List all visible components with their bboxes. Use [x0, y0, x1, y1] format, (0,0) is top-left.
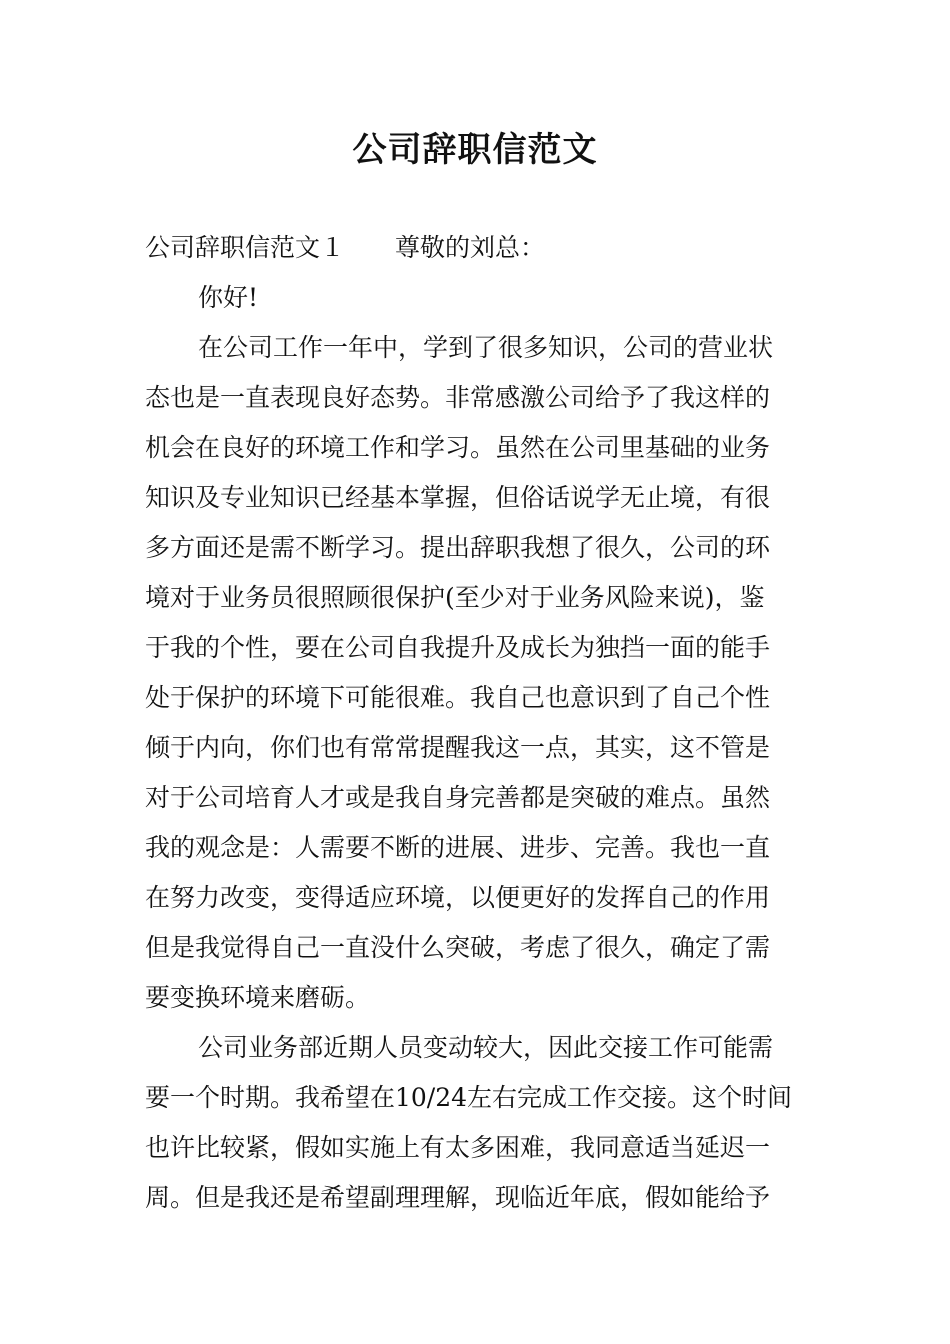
paragraph-line: 倾于内向，你们也有常常提醒我这一点，其实，这不管是: [145, 733, 771, 762]
paragraph-line: 要变换环境来磨砺。: [145, 983, 371, 1012]
paragraph-line: 要一个时期。我希望在10/24左右完成工作交接。这个时间: [145, 1083, 793, 1112]
greeting: 你好!: [198, 283, 259, 312]
paragraph-line: 周。但是我还是希望副理理解，现临近年底，假如能给予: [145, 1183, 771, 1212]
paragraph-line: 在公司工作一年中，学到了很多知识，公司的营业状: [198, 333, 774, 362]
paragraph-line: 知识及专业知识已经基本掌握，但俗话说学无止境，有很: [145, 483, 771, 512]
paragraph-line: 我的观念是：人需要不断的进展、进步、完善。我也一直: [145, 833, 771, 862]
heading-line: [145, 223, 810, 273]
paragraph-line: 于我的个性，要在公司自我提升及成长为独挡一面的能手: [145, 633, 771, 662]
section-label: 公司辞职信范文１: [145, 233, 346, 262]
salutation: 尊敬的刘总：: [395, 233, 546, 262]
paragraph-line: 也许比较紧，假如实施上有太多困难，我同意适当延迟一: [145, 1133, 771, 1162]
paragraph-line: 对于公司培育人才或是我自身完善都是突破的难点。虽然: [145, 783, 771, 812]
document-title: 公司辞职信范文: [352, 130, 598, 170]
paragraph-line: 机会在良好的环境工作和学习。虽然在公司里基础的业务: [145, 433, 771, 462]
paragraph-line: 多方面还是需不断学习。提出辞职我想了很久，公司的环: [145, 533, 771, 562]
paragraph-line: 公司业务部近期人员变动较大，因此交接工作可能需: [198, 1033, 774, 1062]
paragraph-line: 境对于业务员很照顾很保护(至少对于业务风险来说)，鉴: [145, 583, 765, 612]
paragraph-line: 态也是一直表现良好态势。非常感激公司给予了我这样的: [145, 383, 771, 412]
paragraph-line: 但是我觉得自己一直没什么突破，考虑了很久，确定了需: [145, 933, 771, 962]
paragraph-line: 在努力改变，变得适应环境，以便更好的发挥自己的作用: [145, 883, 771, 912]
paragraph-line: 处于保护的环境下可能很难。我自己也意识到了自己个性: [145, 683, 771, 712]
